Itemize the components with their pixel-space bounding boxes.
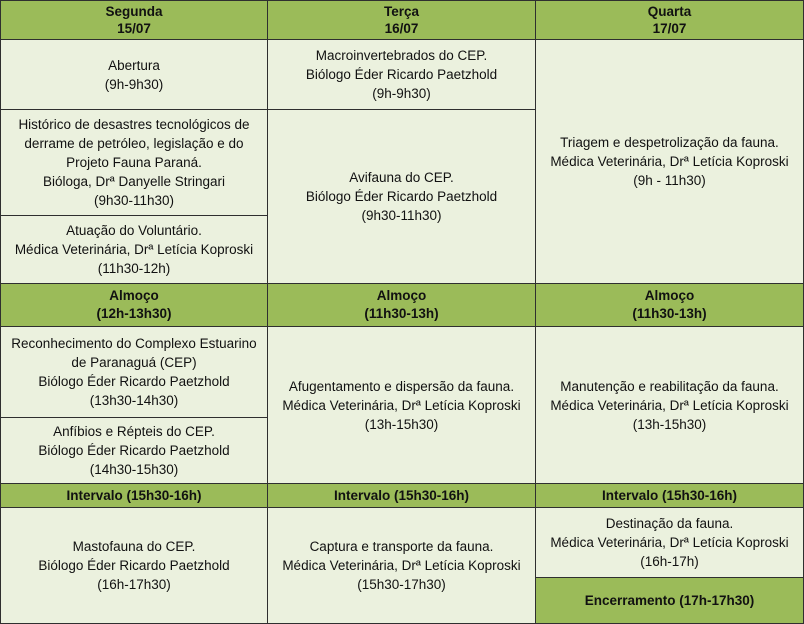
session-title: Anfíbios e Répteis do CEP. (53, 424, 215, 439)
header-date: 17/07 (652, 21, 687, 36)
session-speaker: Médica Veterinária, Drª Letícia Koproski (282, 558, 521, 573)
header-date: 16/07 (384, 21, 419, 36)
session-title: Destinação da fauna. (605, 516, 734, 531)
monday-opening (0, 39, 268, 110)
wednesday-destination (535, 507, 804, 578)
session-title: Atuação do Voluntário. (66, 223, 202, 238)
header-tuesday (267, 0, 536, 40)
wednesday-triage (535, 39, 804, 284)
session-time: (13h-15h30) (364, 416, 439, 432)
session-title-line: Reconhecimento do Complexo Estuarino (11, 336, 257, 351)
monday-volunteer (0, 215, 268, 284)
wednesday-lunch (535, 283, 804, 327)
session-title-line: de Paranaguá (CEP) (71, 355, 197, 370)
tuesday-break (267, 483, 536, 508)
session-speaker: Biólogo Éder Ricardo Paetzhold (38, 558, 230, 573)
session-speaker: Médica Veterinária, Drª Letícia Koproski (550, 397, 789, 413)
session-title: Manutenção e reabilitação da fauna. (560, 378, 779, 394)
session-title: Afugentamento e dispersão da fauna. (288, 378, 515, 394)
session-title: Triagem e despetrolização da fauna. (560, 135, 779, 150)
monday-lunch (0, 283, 268, 327)
lunch-title: Almoço (109, 288, 159, 303)
wednesday-closing (535, 577, 804, 624)
session-title: Avifauna do CEP. (349, 170, 454, 185)
break-label: Intervalo (15h30-16h) (601, 487, 738, 503)
session-speaker: Biólogo Éder Ricardo Paetzhold (38, 443, 230, 458)
session-speaker: Bióloga, Drª Danyelle Stringari (42, 174, 226, 189)
session-title: Macroinvertebrados do CEP. (315, 48, 488, 63)
session-time: (13h30-14h30) (89, 393, 179, 408)
session-speaker: Biólogo Éder Ricardo Paetzhold (305, 189, 498, 204)
break-label: Intervalo (15h30-16h) (333, 487, 470, 503)
session-time: (9h30-11h30) (361, 208, 442, 223)
session-time: (9h-9h30) (104, 76, 164, 92)
session-time: (11h30-12h) (97, 261, 171, 276)
session-time: (14h30-15h30) (89, 462, 179, 477)
monday-break (0, 483, 268, 508)
session-speaker: Médica Veterinária, Drª Letícia Koproski (550, 535, 789, 550)
lunch-title: Almoço (644, 288, 695, 303)
monday-estuary (0, 326, 268, 418)
lunch-time: (11h30-13h) (364, 306, 439, 321)
lunch-time: (11h30-13h) (632, 306, 707, 321)
lunch-time: (12h-13h30) (96, 306, 172, 321)
tuesday-hazing (267, 326, 536, 484)
session-title-line: Projeto Fauna Paraná. (66, 155, 202, 170)
monday-amphibians (0, 417, 268, 484)
session-time: (9h-9h30) (372, 86, 431, 101)
lunch-title: Almoço (376, 288, 427, 303)
session-speaker: Biólogo Éder Ricardo Paetzhold (38, 374, 230, 389)
wednesday-maintenance (535, 326, 804, 484)
session-speaker: Médica Veterinária, Drª Letícia Koproski (550, 154, 789, 169)
header-date: 15/07 (117, 21, 151, 36)
header-day: Segunda (105, 4, 163, 19)
header-day: Terça (383, 4, 420, 19)
session-time: (15h30-17h30) (357, 577, 446, 592)
tuesday-lunch (267, 283, 536, 327)
tuesday-capture (267, 507, 536, 624)
tuesday-avifauna (267, 109, 536, 284)
session-speaker: Médica Veterinária, Drª Letícia Koproski (282, 397, 521, 413)
break-label: Intervalo (15h30-16h) (66, 487, 202, 503)
session-time: (16h-17h) (640, 554, 699, 569)
session-title: Abertura (108, 57, 160, 73)
session-title: Mastofauna do CEP. (72, 539, 196, 554)
session-title: Captura e transporte da fauna. (309, 539, 494, 554)
session-time: (16h-17h30) (97, 577, 171, 592)
session-time: (13h-15h30) (632, 416, 707, 432)
wednesday-break (535, 483, 804, 508)
monday-mastofauna (0, 507, 268, 624)
session-time: (9h30-11h30) (93, 193, 175, 208)
session-speaker: Biólogo Éder Ricardo Paetzhold (305, 67, 498, 82)
monday-history (0, 109, 268, 216)
tuesday-macroinvertebrates (267, 39, 536, 110)
header-wednesday (535, 0, 804, 40)
header-day: Quarta (647, 4, 692, 19)
closing-label: Encerramento (17h-17h30) (584, 592, 755, 608)
session-time: (9h - 11h30) (633, 173, 706, 188)
session-speaker: Médica Veterinária, Drª Letícia Koproski (14, 242, 254, 257)
header-monday (0, 0, 268, 40)
session-title-line: Histórico de desastres tecnológicos de (18, 117, 250, 132)
session-title-line: derrame de petróleo, legislação e do (24, 136, 244, 151)
